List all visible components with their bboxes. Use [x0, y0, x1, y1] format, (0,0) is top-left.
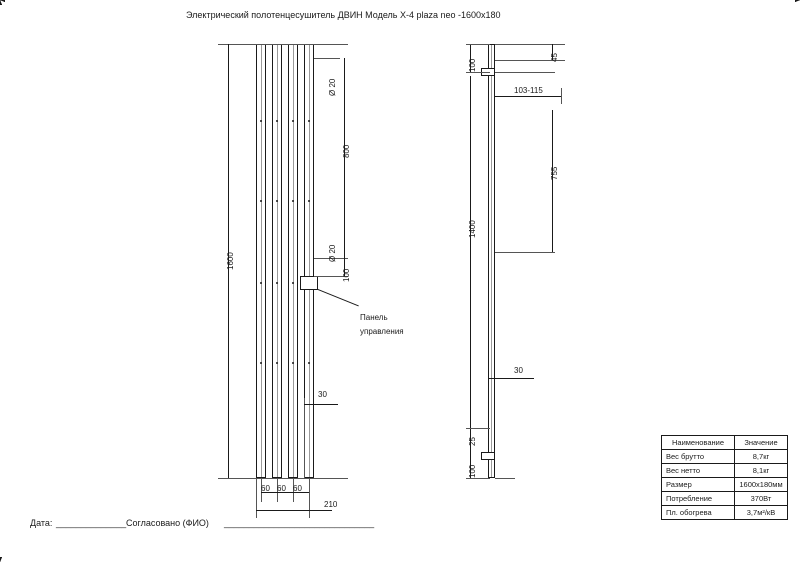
spec-value-gross-weight: 8,7кг — [735, 450, 788, 464]
page-title: Электрический полотенцесушитель ДВИН Модель X-4 plaza neo -1600x180 — [186, 10, 501, 20]
dim-30-side-label: 30 — [514, 366, 523, 375]
tube-node — [260, 200, 262, 202]
dim-103-115-line — [495, 96, 561, 97]
tube-node — [276, 120, 278, 122]
dim-103-115-label: 103-115 — [514, 86, 543, 95]
table-row — [662, 478, 788, 492]
ext-100-top-b — [466, 72, 490, 73]
control-panel-label-line2: управления — [360, 327, 404, 336]
side-bracket-bottom — [481, 452, 495, 460]
dim-60-b-label: 60 — [277, 484, 286, 493]
dim-30-front-line — [304, 404, 338, 405]
spec-value-consumption: 370Вт — [735, 492, 788, 506]
table-row — [662, 450, 788, 464]
tube-node — [292, 120, 294, 122]
dim-1400-label: 1400 — [468, 220, 477, 238]
spec-key-consumption: Потребление — [662, 492, 735, 506]
side-view-centerline — [491, 45, 492, 477]
dim-30-side-line — [488, 378, 534, 379]
dim-60-c-label: 60 — [293, 484, 302, 493]
tube-node — [260, 282, 262, 284]
dim-1600-label: 1600 — [226, 252, 235, 270]
spec-key-gross-weight: Вес брутто — [662, 450, 735, 464]
footer-approved-line: ______________________________ — [224, 518, 375, 528]
spec-key-net-weight: Вес нетто — [662, 464, 735, 478]
dim-diameter-mid-label: Ø 20 — [328, 244, 337, 262]
spec-value-size: 1600x180мм — [735, 478, 788, 492]
tube-1 — [256, 44, 266, 478]
footer-approved-label: Согласовано (ФИО) — [126, 518, 209, 528]
dim-diameter-top-label: Ø 20 — [328, 78, 337, 96]
spec-header-name: Наименование — [662, 436, 735, 450]
control-panel-label-line1: Панель — [360, 313, 388, 322]
tube-node — [276, 362, 278, 364]
spec-table-header-row — [662, 436, 788, 450]
tube-3-centerline — [293, 45, 294, 477]
control-panel-leader — [318, 289, 359, 306]
tube-node — [292, 362, 294, 364]
ext-w4 — [309, 478, 310, 518]
table-row — [662, 464, 788, 478]
tube-4-centerline — [309, 45, 310, 477]
dim-800-line — [344, 58, 345, 258]
tube-node — [308, 200, 310, 202]
tube-node — [260, 362, 262, 364]
dim-100-top-label: 100 — [468, 58, 477, 72]
ext-side-755 — [495, 252, 555, 253]
spec-value-heating-area: 3,7м²/кВ — [735, 506, 788, 520]
table-row — [662, 492, 788, 506]
ext-line-front-top — [218, 44, 348, 45]
tube-node — [292, 200, 294, 202]
dim-800-label: 800 — [342, 144, 351, 158]
dim-210-line — [256, 510, 332, 511]
dim-30-front-label: 30 — [318, 390, 327, 399]
tube-node — [260, 120, 262, 122]
tube-node — [292, 282, 294, 284]
ext-w0 — [256, 478, 257, 518]
tube-node — [308, 362, 310, 364]
ext-side-100top — [495, 72, 555, 73]
side-view-body — [488, 44, 495, 478]
dim-60-a-label: 60 — [261, 484, 270, 493]
dim-30-side-arrow-r — [0, 55, 6, 56]
tube-node — [308, 120, 310, 122]
ext-side-top — [495, 44, 565, 45]
dim-100-front-label: 100 — [342, 268, 351, 282]
spec-value-net-weight: 8,1кг — [735, 464, 788, 478]
tube-3 — [288, 44, 298, 478]
spec-key-heating-area: Пл. обогрева — [662, 506, 735, 520]
lead-d20-top — [314, 58, 340, 59]
dim-1400-line — [470, 76, 471, 452]
tube-1-centerline — [261, 45, 262, 477]
ext-30-front-v — [304, 398, 305, 478]
ext-103-115-right — [561, 88, 562, 104]
ext-100-bottom — [466, 478, 490, 479]
dim-100-bottom-label: 100 — [468, 464, 477, 478]
footer-date-line: ______________ — [56, 518, 127, 528]
dim-45-label: 45 — [550, 53, 559, 62]
tube-node — [276, 282, 278, 284]
footer-date-label: Дата: — [30, 518, 53, 528]
tube-2 — [272, 44, 282, 478]
dim-755-line — [552, 110, 553, 252]
ext-100-top-a — [466, 44, 490, 45]
ext-line-front-bottom — [218, 478, 348, 479]
table-row — [662, 506, 788, 520]
spec-header-value: Значение — [735, 436, 788, 450]
tube-node — [276, 200, 278, 202]
dim-755-label: 755 — [550, 166, 559, 180]
tube-2-centerline — [277, 45, 278, 477]
dim-25-label: 25 — [468, 437, 477, 446]
tube-4 — [304, 44, 314, 478]
dim-210-label: 210 — [324, 500, 338, 509]
control-panel-box — [300, 276, 318, 290]
ext-25-top — [466, 428, 490, 429]
ext-side-bottom — [495, 478, 515, 479]
spec-key-size: Размер — [662, 478, 735, 492]
spec-table — [661, 435, 788, 520]
